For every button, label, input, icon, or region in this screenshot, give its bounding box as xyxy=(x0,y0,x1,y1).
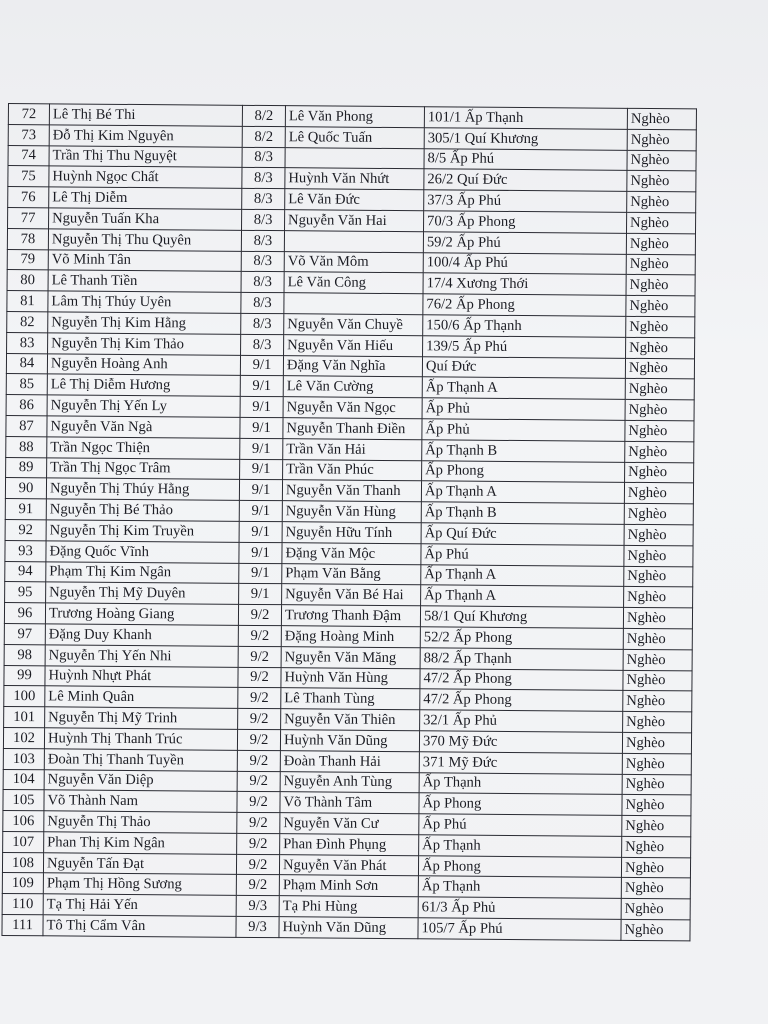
class-cell: 9/2 xyxy=(238,646,281,667)
status-cell: Nghèo xyxy=(627,192,696,213)
student-name-cell: Nguyễn Thị Mỹ Trinh xyxy=(45,707,238,729)
parent-name-cell: Nguyễn Văn Cư xyxy=(280,813,419,835)
address-cell: Ấp Phủ xyxy=(422,419,625,441)
parent-name-cell: Lê Văn Phong xyxy=(285,106,424,128)
class-cell: 9/2 xyxy=(237,771,280,792)
row-number-cell: 89 xyxy=(6,457,47,478)
student-name-cell: Nguyễn Thị Bé Thảo xyxy=(46,499,239,521)
row-number-cell: 83 xyxy=(7,332,48,353)
status-cell: Nghèo xyxy=(623,670,692,691)
status-cell: Nghèo xyxy=(624,483,693,504)
status-cell: Nghèo xyxy=(626,316,695,337)
student-name-cell: Đặng Duy Khanh xyxy=(45,624,238,646)
row-number-cell: 100 xyxy=(4,686,45,707)
student-name-cell: Nguyễn Hoàng Anh xyxy=(47,353,240,375)
table-body xyxy=(2,104,697,941)
class-cell: 8/2 xyxy=(242,126,285,147)
status-cell: Nghèo xyxy=(625,441,694,462)
student-name-cell: Huỳnh Nhựt Phát xyxy=(45,665,238,687)
class-cell: 9/3 xyxy=(236,896,279,917)
row-number-cell: 87 xyxy=(6,415,47,436)
parent-name-cell: Phạm Văn Bằng xyxy=(282,563,421,585)
parent-name-cell: Đặng Hoàng Minh xyxy=(281,626,420,648)
row-number-cell: 88 xyxy=(6,436,47,457)
status-cell: Nghèo xyxy=(626,233,695,254)
status-cell: Nghèo xyxy=(625,462,694,483)
student-name-cell: Nguyễn Tấn Đạt xyxy=(43,852,236,874)
address-cell: Ấp Phong xyxy=(422,460,625,482)
row-number-cell: 77 xyxy=(8,207,49,228)
status-cell: Nghèo xyxy=(621,878,690,899)
student-name-cell: Lê Minh Quân xyxy=(45,686,238,708)
status-cell: Nghèo xyxy=(627,150,696,171)
address-cell: 88/2 Ấp Thạnh xyxy=(420,647,623,669)
student-name-cell: Trương Hoàng Giang xyxy=(45,603,238,625)
status-cell: Nghèo xyxy=(623,691,692,712)
address-cell: Ấp Phú xyxy=(419,814,622,836)
parent-name-cell: Lê Thanh Tùng xyxy=(281,688,420,710)
address-cell: 47/2 Ấp Phong xyxy=(420,689,623,711)
status-cell: Nghèo xyxy=(622,795,691,816)
parent-name-cell xyxy=(284,230,423,252)
row-number-cell: 102 xyxy=(3,727,44,748)
class-cell: 9/2 xyxy=(238,688,281,709)
class-cell: 9/1 xyxy=(239,542,282,563)
address-cell: Ấp Thạnh B xyxy=(421,502,624,524)
class-cell: 9/1 xyxy=(240,438,283,459)
class-cell: 9/1 xyxy=(239,521,282,542)
class-cell: 9/2 xyxy=(237,792,280,813)
row-number-cell: 106 xyxy=(3,811,44,832)
status-cell: Nghèo xyxy=(624,545,693,566)
student-name-cell: Nguyễn Văn Ngà xyxy=(47,416,240,438)
class-cell: 9/2 xyxy=(238,625,281,646)
class-cell: 8/3 xyxy=(242,209,285,230)
row-number-cell: 97 xyxy=(4,623,45,644)
address-cell: 8/5 Ấp Phú xyxy=(424,148,627,170)
student-name-cell: Đỗ Thị Kim Nguyên xyxy=(49,125,242,147)
parent-name-cell xyxy=(285,147,424,169)
status-cell: Nghèo xyxy=(625,379,694,400)
status-cell: Nghèo xyxy=(626,296,695,317)
row-number-cell: 107 xyxy=(3,831,44,852)
address-cell: Ấp Thạnh B xyxy=(422,440,625,462)
student-name-cell: Huỳnh Thị Thanh Trúc xyxy=(44,728,237,750)
parent-name-cell: Phạm Minh Sơn xyxy=(279,875,418,897)
parent-name-cell: Võ Văn Môm xyxy=(284,251,423,273)
row-number-cell: 109 xyxy=(2,873,43,894)
student-name-cell: Phan Thị Kim Ngân xyxy=(44,832,237,854)
class-cell: 8/3 xyxy=(241,272,284,293)
address-cell: Quí Đức xyxy=(422,356,625,378)
address-cell: Ấp Quí Đức xyxy=(421,523,624,545)
student-name-cell: Nguyễn Thị Mỹ Duyên xyxy=(46,582,239,604)
class-cell: 9/2 xyxy=(237,833,280,854)
parent-name-cell: Trương Thanh Đậm xyxy=(281,605,420,627)
address-cell: 305/1 Quí Khương xyxy=(424,128,627,150)
student-name-cell: Nguyễn Thị Yến Ly xyxy=(47,395,240,417)
address-cell: 32/1 Ấp Phủ xyxy=(420,710,623,732)
row-number-cell: 110 xyxy=(2,894,43,915)
address-cell: 47/2 Ấp Phong xyxy=(420,668,623,690)
address-cell: 150/6 Ấp Thạnh xyxy=(423,315,626,337)
row-number-cell: 76 xyxy=(8,187,49,208)
row-number-cell: 95 xyxy=(5,582,46,603)
parent-name-cell: Đoàn Thanh Hải xyxy=(280,750,419,772)
row-number-cell: 91 xyxy=(5,499,46,520)
class-cell: 9/1 xyxy=(240,459,283,480)
student-name-cell: Nguyễn Thị Yến Nhi xyxy=(45,645,238,667)
address-cell: 26/2 Quí Đức xyxy=(424,169,627,191)
student-name-cell: Huỳnh Ngọc Chất xyxy=(49,166,242,188)
row-number-cell: 93 xyxy=(5,540,46,561)
class-cell: 9/2 xyxy=(238,708,281,729)
parent-name-cell: Nguyễn Văn Hiếu xyxy=(284,334,423,356)
row-number-cell: 79 xyxy=(7,249,48,270)
student-name-cell: Trần Ngọc Thiện xyxy=(47,437,240,459)
class-cell: 9/1 xyxy=(239,563,282,584)
status-cell: Nghèo xyxy=(622,774,691,795)
address-cell: Ấp Phong xyxy=(418,855,621,877)
status-cell: Nghèo xyxy=(622,815,691,836)
parent-name-cell: Nguyễn Văn Bé Hai xyxy=(282,584,421,606)
address-cell: 17/4 Xương Thới xyxy=(423,273,626,295)
student-name-cell: Nguyễn Thị Kim Truyền xyxy=(46,520,239,542)
status-cell: Nghèo xyxy=(627,171,696,192)
student-name-cell: Lê Thị Bé Thi xyxy=(49,104,242,126)
parent-name-cell: Nguyễn Hữu Tính xyxy=(282,522,421,544)
student-name-cell: Nguyễn Tuấn Kha xyxy=(49,208,242,230)
parent-name-cell: Nguyễn Văn Thiên xyxy=(281,709,420,731)
address-cell: 70/3 Ấp Phong xyxy=(424,211,627,233)
row-number-cell: 80 xyxy=(7,270,48,291)
class-cell: 8/3 xyxy=(241,230,284,251)
status-cell: Nghèo xyxy=(625,358,694,379)
class-cell: 9/2 xyxy=(238,604,281,625)
address-cell: 370 Mỹ Đức xyxy=(419,731,622,753)
student-name-cell: Nguyễn Thị Thảo xyxy=(44,811,237,833)
status-cell: Nghèo xyxy=(626,275,695,296)
parent-name-cell: Huỳnh Văn Dũng xyxy=(280,730,419,752)
address-cell: 52/2 Ấp Phong xyxy=(420,627,623,649)
student-name-cell: Trần Thị Ngọc Trâm xyxy=(47,457,240,479)
parent-name-cell: Tạ Phi Hùng xyxy=(279,896,418,918)
student-name-cell: Phạm Thị Kim Ngân xyxy=(46,561,239,583)
row-number-cell: 86 xyxy=(6,395,47,416)
row-number-cell: 105 xyxy=(3,790,44,811)
status-cell: Nghèo xyxy=(621,919,690,940)
parent-name-cell: Huỳnh Văn Dũng xyxy=(279,917,418,939)
class-cell: 9/1 xyxy=(240,417,283,438)
status-cell: Nghèo xyxy=(623,607,692,628)
class-cell: 9/1 xyxy=(240,376,283,397)
class-cell: 9/2 xyxy=(237,729,280,750)
status-cell: Nghèo xyxy=(625,420,694,441)
parent-name-cell: Nguyễn Văn Phát xyxy=(279,854,418,876)
parent-name-cell: Nguyễn Văn Thanh xyxy=(282,480,421,502)
row-number-cell: 82 xyxy=(7,311,48,332)
class-cell: 9/1 xyxy=(239,500,282,521)
address-cell: 61/3 Ấp Phủ xyxy=(418,897,621,919)
student-name-cell: Trần Thị Thu Nguyệt xyxy=(49,145,242,167)
row-number-cell: 101 xyxy=(4,707,45,728)
address-cell: 100/4 Ấp Phú xyxy=(423,252,626,274)
address-cell: 37/3 Ấp Phú xyxy=(424,190,627,212)
status-cell: Nghèo xyxy=(626,337,695,358)
parent-name-cell: Nguyễn Văn Hùng xyxy=(282,501,421,523)
parent-name-cell: Lê Quốc Tuấn xyxy=(285,126,424,148)
student-name-cell: Lê Thị Diễm Hương xyxy=(47,374,240,396)
status-cell: Nghèo xyxy=(622,753,691,774)
address-cell: Ấp Thạnh xyxy=(418,876,621,898)
parent-name-cell: Lê Văn Cường xyxy=(283,376,422,398)
row-number-cell: 98 xyxy=(4,644,45,665)
table-row xyxy=(2,915,690,941)
class-cell: 9/2 xyxy=(236,875,279,896)
row-number-cell: 94 xyxy=(5,561,46,582)
address-cell: Ấp Thạnh A xyxy=(421,481,624,503)
student-name-cell: Nguyễn Thị Kim Hằng xyxy=(48,312,241,334)
class-cell: 9/1 xyxy=(240,396,283,417)
parent-name-cell: Nguyễn Văn Hai xyxy=(285,210,424,232)
row-number-cell: 73 xyxy=(8,124,49,145)
parent-name-cell: Trần Văn Hải xyxy=(283,438,422,460)
student-name-cell: Đặng Quốc Vĩnh xyxy=(46,541,239,563)
address-cell: 58/1 Quí Khương xyxy=(420,606,623,628)
class-cell: 8/3 xyxy=(241,293,284,314)
class-cell: 8/3 xyxy=(241,334,284,355)
student-name-cell: Tạ Thị Hải Yến xyxy=(43,894,236,916)
class-cell: 9/2 xyxy=(238,667,281,688)
class-cell: 8/2 xyxy=(242,105,285,126)
student-name-cell: Võ Thành Nam xyxy=(44,790,237,812)
student-name-cell: Đoàn Thị Thanh Tuyền xyxy=(44,749,237,771)
student-name-cell: Nguyễn Thị Thu Quyên xyxy=(48,229,241,251)
parent-name-cell xyxy=(284,293,423,315)
parent-name-cell: Lê Văn Công xyxy=(284,272,423,294)
row-number-cell: 85 xyxy=(6,374,47,395)
parent-name-cell: Nguyễn Thanh Điền xyxy=(283,418,422,440)
row-number-cell: 81 xyxy=(7,291,48,312)
status-cell: Nghèo xyxy=(623,628,692,649)
class-cell: 8/3 xyxy=(242,168,285,189)
status-cell: Nghèo xyxy=(624,524,693,545)
row-number-cell: 74 xyxy=(8,145,49,166)
parent-name-cell: Nguyễn Văn Ngọc xyxy=(283,397,422,419)
student-name-cell: Phạm Thị Hồng Sương xyxy=(43,873,236,895)
class-cell: 9/2 xyxy=(236,854,279,875)
parent-name-cell: Trần Văn Phúc xyxy=(283,459,422,481)
address-cell: Ấp Phú xyxy=(421,543,624,565)
address-cell: Ấp Thạnh A xyxy=(421,585,624,607)
address-cell: 101/1 Ấp Thạnh xyxy=(424,107,627,129)
class-cell: 8/3 xyxy=(242,189,285,210)
address-cell: Ấp Thạnh A xyxy=(422,377,625,399)
row-number-cell: 75 xyxy=(8,166,49,187)
row-number-cell: 92 xyxy=(5,519,46,540)
parent-name-cell: Phan Đình Phụng xyxy=(280,834,419,856)
row-number-cell: 84 xyxy=(6,353,47,374)
student-name-cell: Tô Thị Cẩm Vân xyxy=(43,915,236,937)
address-cell: 105/7 Ấp Phú xyxy=(418,918,621,940)
student-name-cell: Lê Thanh Tiền xyxy=(48,270,241,292)
parent-name-cell: Nguyễn Anh Tùng xyxy=(280,771,419,793)
status-cell: Nghèo xyxy=(621,857,690,878)
status-cell: Nghèo xyxy=(627,129,696,150)
student-name-cell: Lê Thị Diễm xyxy=(49,187,242,209)
class-cell: 8/3 xyxy=(242,147,285,168)
parent-name-cell: Lê Văn Đức xyxy=(285,189,424,211)
status-cell: Nghèo xyxy=(625,400,694,421)
parent-name-cell: Võ Thành Tâm xyxy=(280,792,419,814)
address-cell: 59/2 Ấp Phú xyxy=(423,232,626,254)
parent-name-cell: Huỳnh Văn Hùng xyxy=(281,667,420,689)
address-cell: 371 Mỹ Đức xyxy=(419,751,622,773)
student-list-table xyxy=(1,103,697,941)
student-name-cell: Nguyễn Văn Diệp xyxy=(44,769,237,791)
parent-name-cell: Nguyễn Văn Chuyề xyxy=(284,314,423,336)
status-cell: Nghèo xyxy=(622,836,691,857)
class-cell: 9/2 xyxy=(237,750,280,771)
address-cell: Ấp Phong xyxy=(419,793,622,815)
status-cell: Nghèo xyxy=(626,254,695,275)
row-number-cell: 103 xyxy=(3,748,44,769)
row-number-cell: 90 xyxy=(5,478,46,499)
address-cell: Ấp Thạnh A xyxy=(421,564,624,586)
row-number-cell: 104 xyxy=(3,769,44,790)
row-number-cell: 72 xyxy=(8,104,49,125)
parent-name-cell: Đặng Văn Mộc xyxy=(282,542,421,564)
class-cell: 9/2 xyxy=(237,812,280,833)
status-cell: Nghèo xyxy=(623,711,692,732)
status-cell: Nghèo xyxy=(624,566,693,587)
status-cell: Nghèo xyxy=(622,732,691,753)
class-cell: 9/3 xyxy=(236,916,279,937)
address-cell: Ấp Thạnh xyxy=(419,772,622,794)
parent-name-cell: Đặng Văn Nghĩa xyxy=(283,355,422,377)
status-cell: Nghèo xyxy=(627,108,696,129)
parent-name-cell: Nguyễn Văn Măng xyxy=(281,646,420,668)
student-name-cell: Nguyễn Thị Thúy Hằng xyxy=(46,478,239,500)
class-cell: 9/1 xyxy=(239,480,282,501)
row-number-cell: 111 xyxy=(2,915,43,936)
student-name-cell: Lâm Thị Thúy Uyên xyxy=(48,291,241,313)
address-cell: 76/2 Ấp Phong xyxy=(423,294,626,316)
row-number-cell: 108 xyxy=(2,852,43,873)
status-cell: Nghèo xyxy=(621,899,690,920)
status-cell: Nghèo xyxy=(624,587,693,608)
parent-name-cell: Huỳnh Văn Nhứt xyxy=(285,168,424,190)
class-cell: 9/1 xyxy=(240,355,283,376)
row-number-cell: 99 xyxy=(4,665,45,686)
status-cell: Nghèo xyxy=(626,212,695,233)
address-cell: Ấp Phủ xyxy=(422,398,625,420)
student-name-cell: Nguyễn Thị Kim Thảo xyxy=(48,333,241,355)
row-number-cell: 96 xyxy=(4,603,45,624)
status-cell: Nghèo xyxy=(624,503,693,524)
address-cell: 139/5 Ấp Phú xyxy=(423,336,626,358)
status-cell: Nghèo xyxy=(623,649,692,670)
address-cell: Ấp Thạnh xyxy=(419,835,622,857)
student-name-cell: Võ Minh Tân xyxy=(48,249,241,271)
class-cell: 8/3 xyxy=(241,313,284,334)
row-number-cell: 78 xyxy=(7,228,48,249)
class-cell: 9/1 xyxy=(239,584,282,605)
class-cell: 8/3 xyxy=(241,251,284,272)
